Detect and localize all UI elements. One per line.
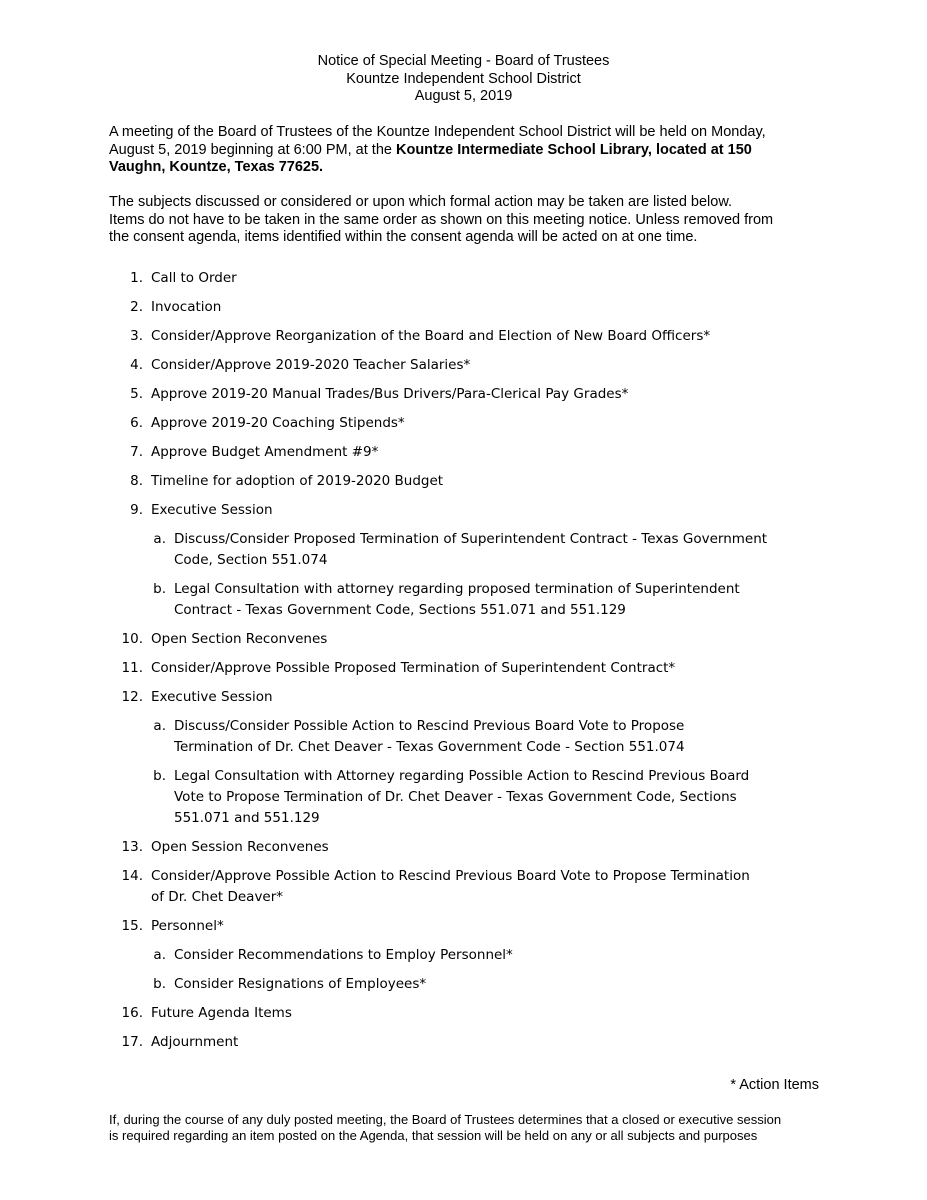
- agenda-item-text: [174, 579, 740, 621]
- agenda-item-number: 8.: [130, 473, 143, 489]
- agenda-item-number: 7.: [130, 444, 143, 460]
- footer-paragraph: [109, 1112, 829, 1144]
- agenda-item-text: [151, 297, 221, 318]
- agenda-item-number: 3.: [130, 328, 143, 344]
- agenda-item-line: Executive Session: [151, 502, 273, 518]
- agenda-item-text: [151, 629, 327, 650]
- agenda-item-number: 4.: [130, 357, 143, 373]
- agenda-item-number: 5.: [130, 386, 143, 402]
- agenda-item-line: Future Agenda Items: [151, 1005, 292, 1021]
- agenda-item-text: [151, 916, 224, 937]
- agenda-item-text: [151, 268, 237, 289]
- agenda-item-text: [151, 1032, 238, 1053]
- footer-line: If, during the course of any duly posted meeting, the Board of Trustees determines that a closed or executive session: [109, 1112, 782, 1127]
- agenda-item-line: Invocation: [151, 299, 222, 315]
- agenda-item-line: Consider/Approve 2019-2020 Teacher Salaries*: [151, 357, 471, 373]
- agenda-item-line: Approve Budget Amendment #9*: [151, 444, 379, 460]
- agenda-item-number: 2.: [130, 299, 143, 315]
- intro-text: August 5, 2019 beginning at 6:00 PM, at the: [109, 141, 396, 158]
- agenda-item-number: 11.: [121, 660, 143, 676]
- agenda-item-text: [174, 529, 767, 571]
- agenda-item-text: [174, 974, 426, 995]
- agenda-item-text: [151, 471, 443, 492]
- agenda-item-number: a.: [153, 531, 166, 547]
- agenda-item-line: Call to Order: [151, 270, 237, 286]
- agenda-item-number: 9.: [130, 502, 143, 518]
- agenda-item-number: b.: [153, 581, 166, 597]
- agenda-item-text: [151, 384, 628, 405]
- agenda-item-line: Personnel*: [151, 918, 224, 934]
- agenda-item-number: 6.: [130, 415, 143, 431]
- agenda-item-text: [151, 326, 710, 347]
- agenda-item-number: 13.: [121, 839, 143, 855]
- agenda-item-number: a.: [153, 718, 166, 734]
- agenda-item-line: Legal Consultation with attorney regarding proposed termination of Superintendent: [174, 581, 740, 597]
- agenda-item-line: Legal Consultation with Attorney regarding Possible Action to Rescind Previous Board: [174, 768, 750, 784]
- agenda-item-line: Adjournment: [151, 1034, 239, 1050]
- agenda-item-text: [151, 866, 750, 908]
- agenda-item-number: 1.: [130, 270, 143, 286]
- agenda-item-number: b.: [153, 768, 166, 784]
- agenda-item-line: Open Section Reconvenes: [151, 631, 328, 647]
- agenda-item-line: Approve 2019-20 Manual Trades/Bus Drivers/Para-Clerical Pay Grades*: [151, 386, 629, 402]
- agenda-item-number: 12.: [121, 689, 143, 705]
- agenda-item-number: 17.: [121, 1034, 143, 1050]
- agenda-item-number: a.: [153, 947, 166, 963]
- subjects-line: the consent agenda, items identified within the consent agenda will be acted on at one time.: [109, 229, 698, 245]
- agenda-item-line: Discuss/Consider Proposed Termination of Superintendent Contract - Texas Government: [174, 531, 768, 547]
- action-items-note: * Action Items: [730, 1077, 819, 1093]
- subjects-line: The subjects discussed or considered or upon which formal action may be taken are listed below.: [109, 194, 733, 210]
- footer-line: is required regarding an item posted on the Agenda, that session will be held on any or all subjects and purposes: [109, 1128, 758, 1143]
- agenda-item-text: [151, 442, 378, 463]
- intro-line: A meeting of the Board of Trustees of the Kountze Independent School District will be held on Monday,: [109, 124, 766, 140]
- agenda-item-line: Consider Resignations of Employees*: [174, 976, 427, 992]
- agenda-item-line: Consider/Approve Reorganization of the Board and Election of New Board Officers*: [151, 328, 711, 344]
- agenda-item-line: 551.071 and 551.129: [174, 810, 320, 826]
- agenda-item-number: 15.: [121, 918, 143, 934]
- agenda-item-line: Timeline for adoption of 2019-2020 Budget: [151, 473, 444, 489]
- agenda-item-text: [151, 500, 273, 521]
- agenda-item-text: [151, 837, 329, 858]
- agenda-item-line: Contract - Texas Government Code, Sections 551.071 and 551.129: [174, 602, 626, 618]
- agenda-item-line: Vote to Propose Termination of Dr. Chet Deaver - Texas Government Code, Sections: [174, 789, 737, 805]
- agenda-item-text: [151, 355, 470, 376]
- agenda-item-line: Code, Section 551.074: [174, 552, 328, 568]
- agenda-item-line: Open Session Reconvenes: [151, 839, 329, 855]
- agenda-item-text: [174, 716, 685, 758]
- subjects-line: Items do not have to be taken in the same order as shown on this meeting notice. Unless removed from: [109, 211, 774, 228]
- agenda-item-number: 10.: [121, 631, 143, 647]
- agenda-item-line: Approve 2019-20 Coaching Stipends*: [151, 415, 405, 431]
- district-name: Kountze Independent School District: [346, 70, 581, 87]
- agenda-item-text: [151, 687, 273, 708]
- agenda-item-number: b.: [153, 976, 166, 992]
- agenda-item-line: Executive Session: [151, 689, 273, 705]
- agenda-item-line: Termination of Dr. Chet Deaver - Texas Government Code - Section 551.074: [174, 739, 685, 755]
- agenda-item-text: [151, 658, 675, 679]
- meeting-location: Kountze Intermediate School Library, located at 150: [395, 141, 752, 158]
- agenda-item-line: Consider Recommendations to Employ Personnel*: [174, 947, 513, 963]
- agenda-item-text: [151, 1003, 292, 1024]
- agenda-item-text: [174, 766, 749, 829]
- agenda-item-text: [174, 945, 513, 966]
- meeting-address: Vaughn, Kountze, Texas 77625.: [109, 159, 324, 175]
- notice-title: Notice of Special Meeting - Board of Trustees: [317, 53, 610, 69]
- meeting-date: August 5, 2019: [414, 88, 513, 104]
- agenda-item-number: 16.: [121, 1005, 143, 1021]
- agenda-item-line: Discuss/Consider Possible Action to Rescind Previous Board Vote to Propose: [174, 718, 685, 734]
- agenda-item-line: Consider/Approve Possible Action to Rescind Previous Board Vote to Propose Termination: [151, 868, 750, 884]
- agenda-item-text: [151, 413, 405, 434]
- agenda-item-line: Consider/Approve Possible Proposed Termination of Superintendent Contract*: [151, 660, 676, 676]
- agenda-item-line: of Dr. Chet Deaver*: [151, 889, 284, 905]
- agenda-item-number: 14.: [121, 868, 143, 884]
